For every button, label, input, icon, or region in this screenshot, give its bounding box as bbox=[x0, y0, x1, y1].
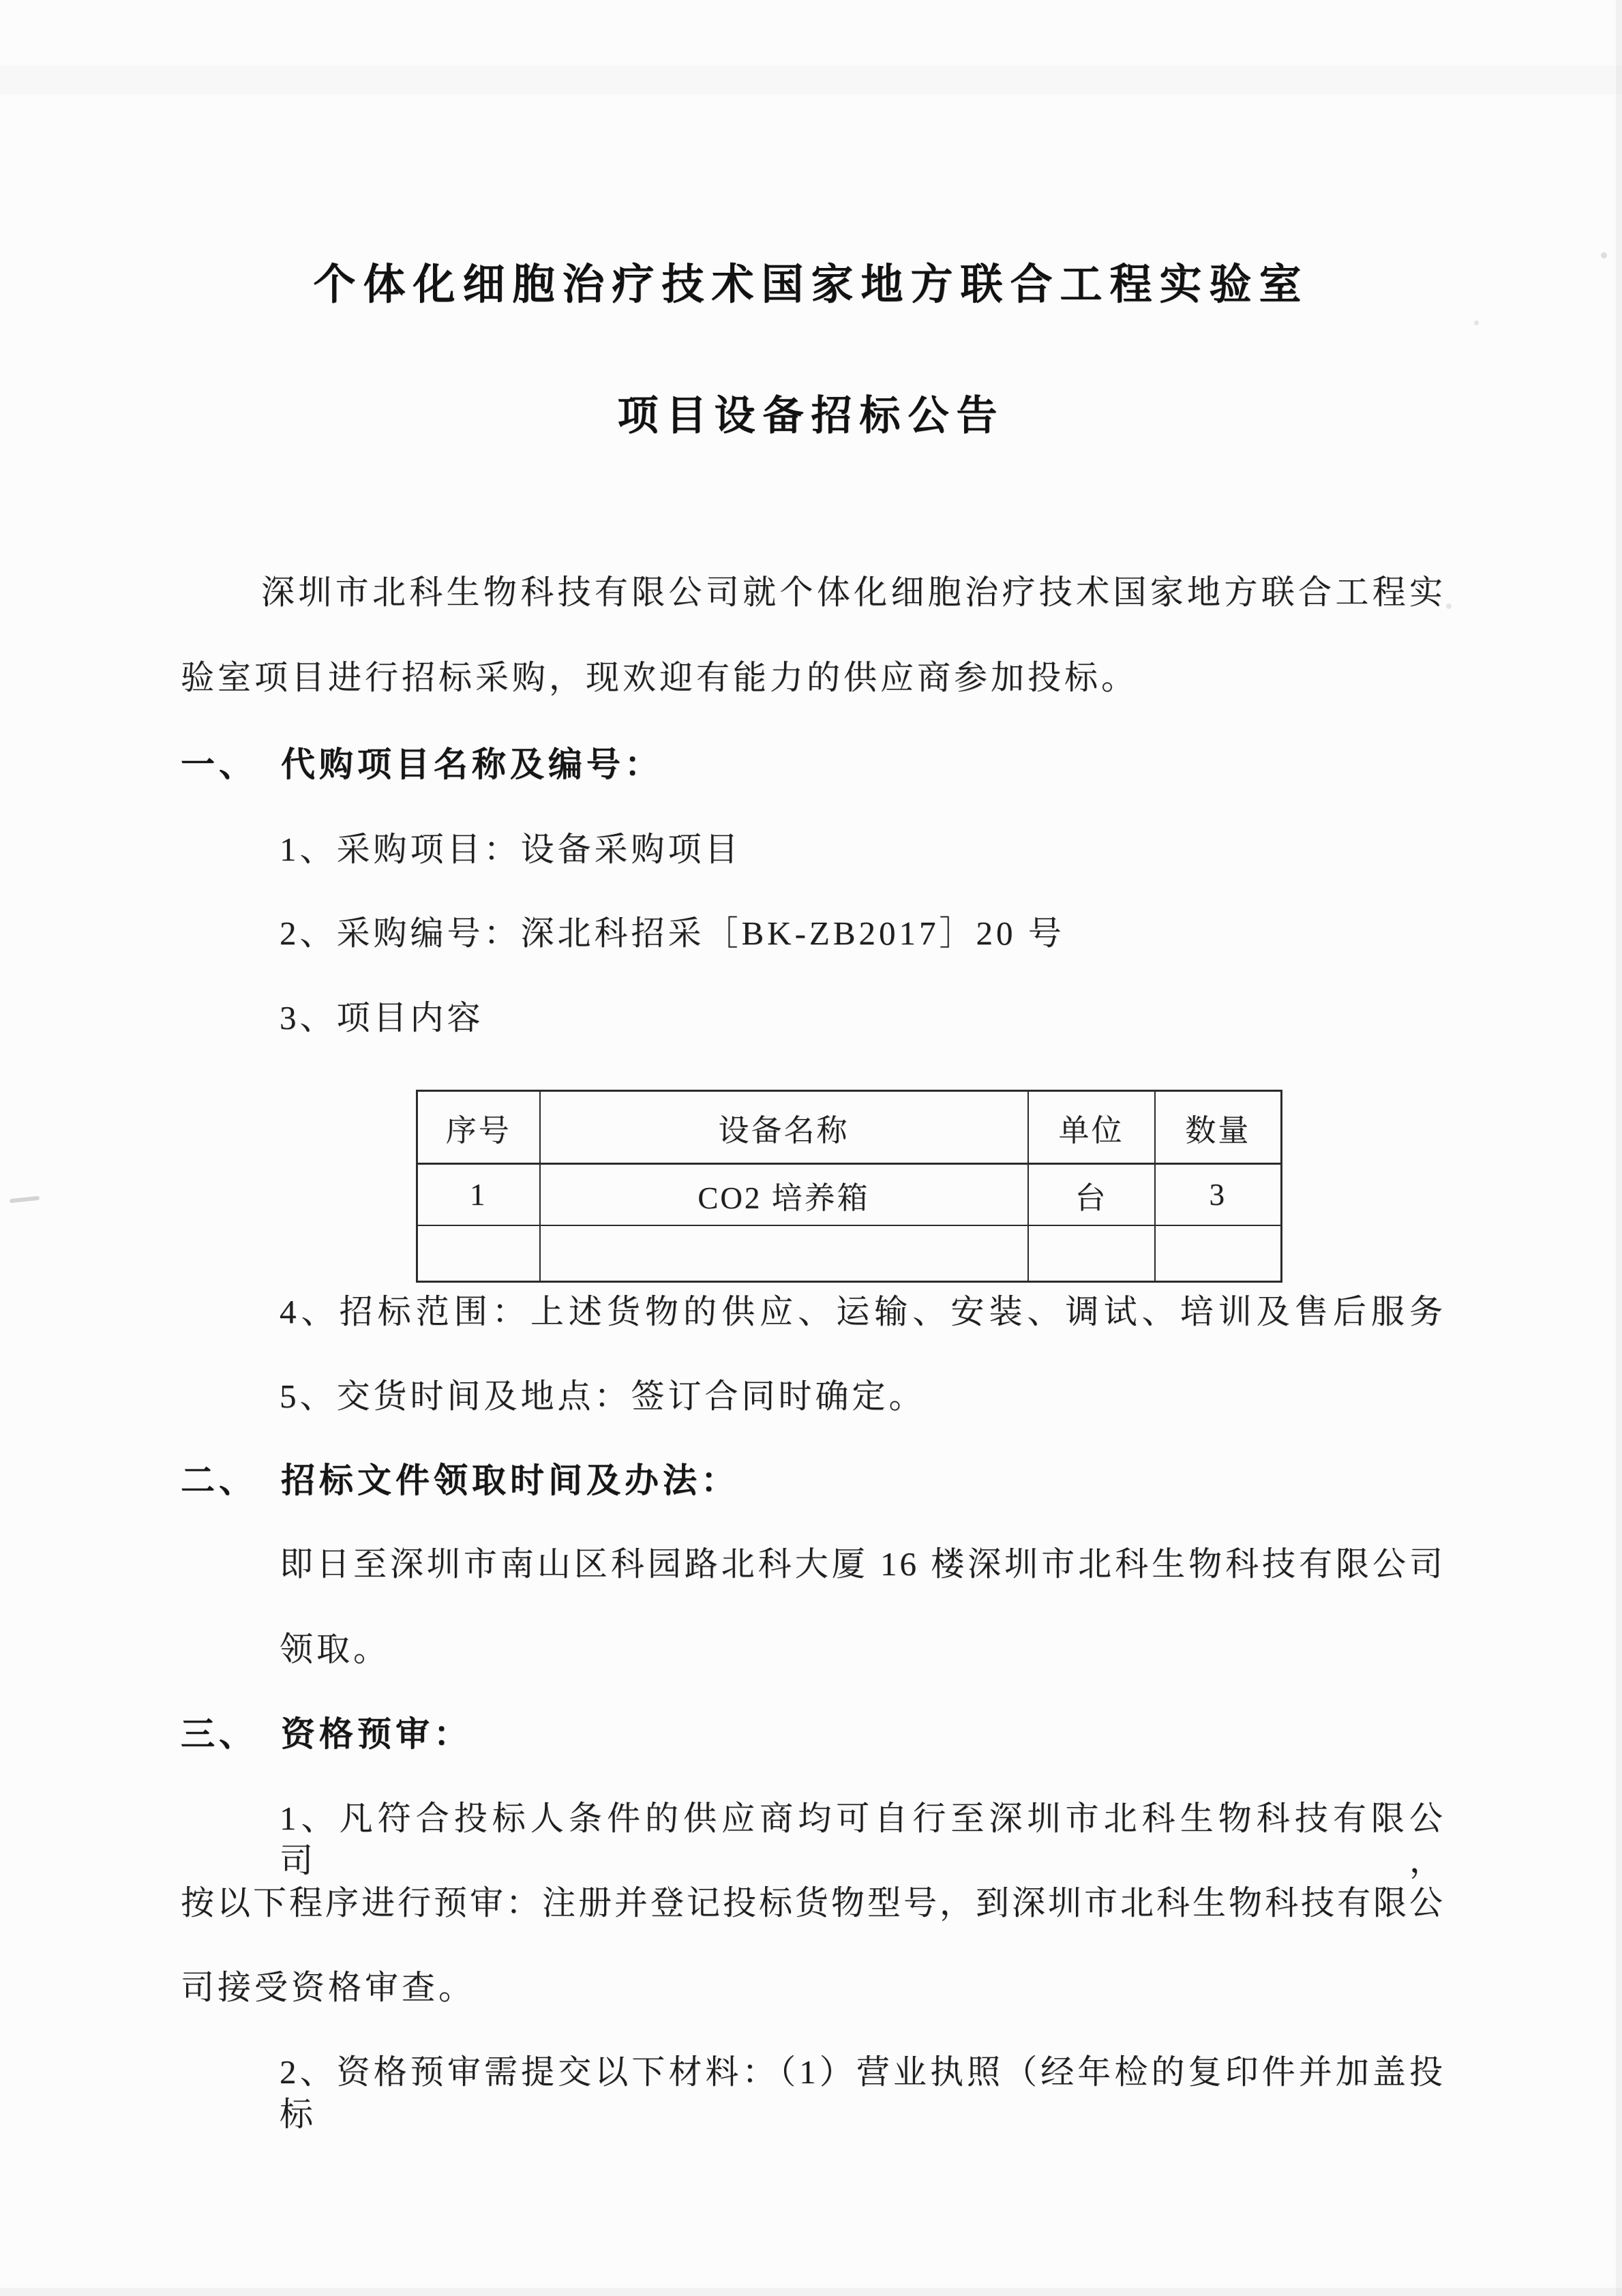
section-2-line-1: 即日至深圳市南山区科园路北科大厦 16 楼深圳市北科生物科技有限公司 bbox=[280, 1545, 1445, 1583]
section-2-title: 招标文件领取时间及办法： bbox=[281, 1461, 739, 1500]
section-1-heading bbox=[181, 743, 663, 786]
section-3-item-1-line-3: 司接受资格审查。 bbox=[181, 1969, 476, 2006]
scan-artifact-speck bbox=[1474, 320, 1479, 325]
section-3-title: 资格预审： bbox=[281, 1715, 472, 1753]
section-1-item-1: 1、采购项目：设备采购项目 bbox=[280, 831, 742, 868]
section-2-number: 二、 bbox=[181, 1461, 257, 1500]
document-title-line1: 个体化细胞治疗技术国家地方联合工程实验室 bbox=[313, 261, 1309, 308]
scan-artifact-top-band bbox=[0, 65, 1622, 94]
cell-device: CO2 培养箱 bbox=[540, 1164, 1028, 1226]
table-row bbox=[417, 1164, 1282, 1226]
section-3-heading bbox=[181, 1713, 472, 1755]
section-3-number: 三、 bbox=[181, 1715, 257, 1753]
cell-unit: 台 bbox=[1028, 1164, 1155, 1226]
section-1-item-4: 4、招标范围：上述货物的供应、运输、安装、调试、培训及售后服务 bbox=[280, 1293, 1445, 1330]
section-1-item-5: 5、交货时间及地点：签订合同时确定。 bbox=[280, 1377, 926, 1415]
col-header-unit: 单位 bbox=[1028, 1091, 1155, 1164]
cell-index: 1 bbox=[417, 1164, 540, 1226]
cell-index bbox=[417, 1225, 540, 1282]
scan-artifact-right-edge bbox=[1616, 0, 1622, 2296]
scan-artifact-speck bbox=[1446, 603, 1452, 609]
table-row bbox=[417, 1225, 1282, 1282]
scan-artifact-dash bbox=[10, 1196, 40, 1204]
section-1-title: 代购项目名称及编号： bbox=[281, 745, 663, 784]
section-1-item-2: 2、采购编号：深北科招采［BK-ZB2017］20 号 bbox=[280, 914, 1065, 952]
col-header-quantity: 数量 bbox=[1155, 1091, 1282, 1164]
intro-line-2: 验室项目进行招标采购，现欢迎有能力的供应商参加投标。 bbox=[181, 659, 1139, 696]
scan-artifact-speck bbox=[1601, 252, 1607, 258]
cell-quantity: 3 bbox=[1155, 1164, 1282, 1226]
cell-device bbox=[540, 1225, 1028, 1282]
section-1-number: 一、 bbox=[181, 745, 257, 784]
section-3-item-1-line-2: 按以下程序进行预审：注册并登记投标货物型号，到深圳市北科生物科技有限公 bbox=[181, 1884, 1446, 1922]
equipment-table bbox=[416, 1090, 1280, 1283]
col-header-device: 设备名称 bbox=[540, 1091, 1028, 1164]
scan-artifact-bottom-band bbox=[0, 2288, 1622, 2296]
section-3-item-1-line-1: 1、凡符合投标人条件的供应商均可自行至深圳市北科生物科技有限公司， bbox=[280, 1800, 1445, 1879]
document-title-line2: 项目设备招标公告 bbox=[617, 393, 1005, 438]
col-header-index: 序号 bbox=[417, 1091, 540, 1164]
section-1-item-3: 3、项目内容 bbox=[280, 999, 484, 1037]
cell-unit bbox=[1028, 1225, 1155, 1282]
table-header-row bbox=[417, 1091, 1282, 1164]
section-3-item-2-line-1: 2、资格预审需提交以下材料：（1）营业执照（经年检的复印件并加盖投标 bbox=[280, 2053, 1445, 2133]
section-2-line-2: 领取。 bbox=[280, 1630, 391, 1668]
cell-quantity bbox=[1155, 1225, 1282, 1282]
intro-line-1: 深圳市北科生物科技有限公司就个体化细胞治疗技术国家地方联合工程实 bbox=[261, 573, 1445, 611]
section-2-heading bbox=[181, 1459, 739, 1502]
